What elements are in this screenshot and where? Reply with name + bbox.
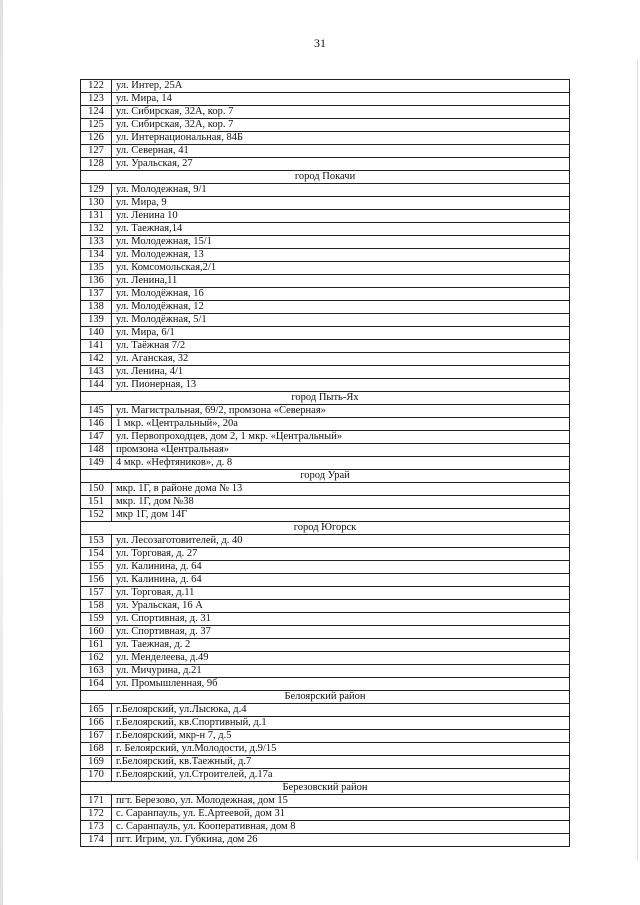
table-row [81,314,570,327]
row-number: 145 [81,405,112,418]
table-row [81,639,570,652]
row-number: 159 [81,613,112,626]
table-row [81,743,570,756]
row-number: 153 [81,535,112,548]
section-title: город Урай [81,470,570,483]
row-number: 162 [81,652,112,665]
row-number: 132 [81,223,112,236]
table-row [81,405,570,418]
row-address: ул. Северная, 41 [112,145,570,158]
row-number: 133 [81,236,112,249]
row-address: мкр. 1Г, дом №38 [112,496,570,509]
row-address: 4 мкр. «Нефтяников», д. 8 [112,457,570,470]
row-number: 140 [81,327,112,340]
table-row [81,210,570,223]
row-number: 164 [81,678,112,691]
row-number: 150 [81,483,112,496]
section-header-row [81,171,570,184]
row-number: 163 [81,665,112,678]
table-row [81,106,570,119]
section-header-row [81,392,570,405]
row-address: ул. Молодежная, 15/1 [112,236,570,249]
table-row [81,574,570,587]
row-address: ул. Ленина, 4/1 [112,366,570,379]
table-row [81,730,570,743]
row-number: 152 [81,509,112,522]
table-row [81,535,570,548]
table-row [81,288,570,301]
row-address: ул. Калинина, д. 64 [112,574,570,587]
table-row [81,444,570,457]
row-address: ул. Пионерная, 13 [112,379,570,392]
table-row [81,678,570,691]
table-row [81,587,570,600]
row-number: 169 [81,756,112,769]
table-row [81,80,570,93]
row-address: г.Белоярский, кв.Спортивный, д.1 [112,717,570,730]
row-number: 170 [81,769,112,782]
row-number: 157 [81,587,112,600]
row-number: 147 [81,431,112,444]
row-address: ул. Уральская, 16 А [112,600,570,613]
row-address: ул. Торговая, д.11 [112,587,570,600]
row-address: ул. Таежная, д. 2 [112,639,570,652]
row-address: с. Саранпауль, ул. Кооперативная, дом 8 [112,821,570,834]
table-row [81,366,570,379]
row-number: 124 [81,106,112,119]
row-number: 138 [81,301,112,314]
table-row [81,275,570,288]
table-row [81,769,570,782]
row-number: 167 [81,730,112,743]
row-address: ул. Уральская, 27 [112,158,570,171]
table-row [81,509,570,522]
section-title: город Югорск [81,522,570,535]
table-row [81,652,570,665]
section-title: город Покачи [81,171,570,184]
row-number: 125 [81,119,112,132]
table-row [81,561,570,574]
row-address: ул. Мира, 6/1 [112,327,570,340]
row-number: 137 [81,288,112,301]
table-row [81,145,570,158]
row-address: ул. Магистральная, 69/2, промзона «Северная» [112,405,570,418]
table-row [81,808,570,821]
row-number: 166 [81,717,112,730]
table-row [81,327,570,340]
row-address: ул. Торговая, д. 27 [112,548,570,561]
section-header-row [81,470,570,483]
row-number: 144 [81,379,112,392]
table-row [81,821,570,834]
row-number: 146 [81,418,112,431]
table-row [81,184,570,197]
row-number: 143 [81,366,112,379]
row-number: 126 [81,132,112,145]
table-row [81,353,570,366]
table-row [81,600,570,613]
row-address: ул. Ленина,11 [112,275,570,288]
row-address: ул. Промышленная, 9б [112,678,570,691]
table-row [81,834,570,847]
row-number: 141 [81,340,112,353]
row-number: 130 [81,197,112,210]
row-number: 165 [81,704,112,717]
table-row [81,795,570,808]
table-row [81,93,570,106]
row-address: ул. Молодёжная, 16 [112,288,570,301]
row-number: 174 [81,834,112,847]
row-address: г. Белоярский, ул.Молодости, д.9/15 [112,743,570,756]
row-number: 127 [81,145,112,158]
row-address: ул. Комсомольская,2/1 [112,262,570,275]
row-address: ул. Спортивная, д. 31 [112,613,570,626]
row-number: 172 [81,808,112,821]
row-number: 149 [81,457,112,470]
row-address: г.Белоярский, ул.Строителей, д.17а [112,769,570,782]
table-row [81,301,570,314]
row-address: ул. Мира, 9 [112,197,570,210]
row-address: ул. Сибирская, 32А, кор. 7 [112,119,570,132]
row-address: 1 мкр. «Центральный», 20а [112,418,570,431]
row-number: 136 [81,275,112,288]
scan-edge [0,0,3,905]
row-address: г.Белоярский, мкр-н 7, д.5 [112,730,570,743]
section-title: Белоярский район [81,691,570,704]
row-address: ул. Интернациональная, 84Б [112,132,570,145]
row-number: 161 [81,639,112,652]
table-row [81,379,570,392]
row-address: ул. Таёжная 7/2 [112,340,570,353]
row-address: ул. Молодежная, 9/1 [112,184,570,197]
section-header-row [81,782,570,795]
table-row [81,236,570,249]
row-number: 129 [81,184,112,197]
table-row [81,158,570,171]
section-header-row [81,522,570,535]
row-address: ул. Таежная,14 [112,223,570,236]
table-row [81,704,570,717]
row-number: 131 [81,210,112,223]
row-address: ул. Менделеева, д.49 [112,652,570,665]
address-table-container [80,79,570,847]
row-address: г.Белоярский, ул.Лысюка, д.4 [112,704,570,717]
row-number: 135 [81,262,112,275]
row-address: мкр 1Г, дом 14Г [112,509,570,522]
row-number: 151 [81,496,112,509]
table-row [81,548,570,561]
row-number: 158 [81,600,112,613]
table-row [81,665,570,678]
table-row [81,756,570,769]
row-address: ул. Аганская, 32 [112,353,570,366]
row-address: пгт. Березово, ул. Молодежная, дом 15 [112,795,570,808]
table-row [81,119,570,132]
table-row [81,613,570,626]
page-number: 31 [314,36,326,50]
table-row [81,496,570,509]
row-number: 122 [81,80,112,93]
table-row [81,483,570,496]
table-row [81,249,570,262]
table-row [81,223,570,236]
section-title: Березовский район [81,782,570,795]
row-address: ул. Сибирская, 32А, кор. 7 [112,106,570,119]
row-address: ул. Молодежная, 13 [112,249,570,262]
row-address: ул. Молодёжная, 12 [112,301,570,314]
row-address: ул. Калинина, д. 64 [112,561,570,574]
row-number: 154 [81,548,112,561]
table-row [81,262,570,275]
row-number: 160 [81,626,112,639]
section-title: город Пыть-Ях [81,392,570,405]
address-table [80,79,570,847]
row-number: 168 [81,743,112,756]
row-address: промзона «Центральная» [112,444,570,457]
row-number: 142 [81,353,112,366]
row-number: 128 [81,158,112,171]
row-address: ул. Мира, 14 [112,93,570,106]
row-number: 173 [81,821,112,834]
row-number: 155 [81,561,112,574]
row-number: 156 [81,574,112,587]
row-address: с. Саранпауль, ул. Е.Артеевой, дом 31 [112,808,570,821]
table-row [81,340,570,353]
row-address: ул. Лесозаготовителей, д. 40 [112,535,570,548]
table-row [81,626,570,639]
row-address: ул. Молодёжная, 5/1 [112,314,570,327]
row-address: ул. Ленина 10 [112,210,570,223]
table-row [81,197,570,210]
table-row [81,418,570,431]
table-row [81,457,570,470]
row-address: пгт. Игрим, ул. Губкина, дом 26 [112,834,570,847]
table-row [81,132,570,145]
row-number: 148 [81,444,112,457]
row-address: г.Белоярский, кв.Таежный, д.7 [112,756,570,769]
row-address: ул. Первопроходцев, дом 2, 1 мкр. «Центральный» [112,431,570,444]
row-address: ул. Интер, 25А [112,80,570,93]
row-number: 123 [81,93,112,106]
row-number: 134 [81,249,112,262]
row-number: 171 [81,795,112,808]
section-header-row [81,691,570,704]
row-address: мкр. 1Г, в районе дома № 13 [112,483,570,496]
row-address: ул. Спортивная, д. 37 [112,626,570,639]
row-number: 139 [81,314,112,327]
row-address: ул. Мичурина, д.21 [112,665,570,678]
table-row [81,717,570,730]
address-table-body [81,80,570,847]
scan-edge-right [637,60,638,860]
table-row [81,431,570,444]
